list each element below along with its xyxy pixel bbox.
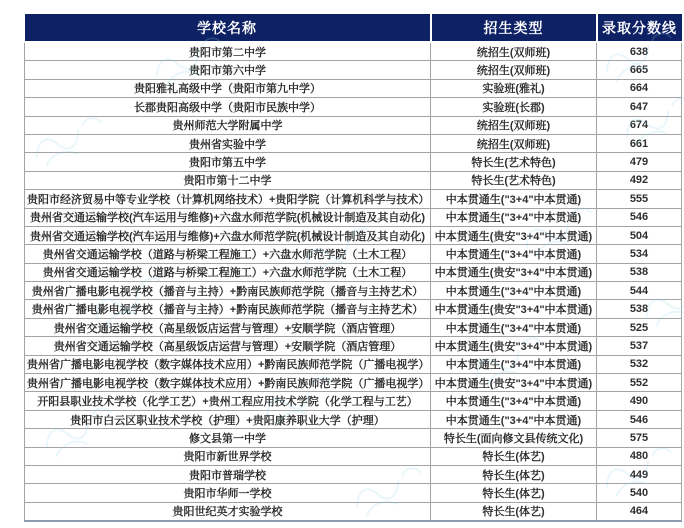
- school-name-cell: 贵州省交通运输学校（高星级饭店运营与管理）+安顺学院（酒店管理）: [25, 318, 431, 336]
- score-cell: 479: [597, 153, 682, 171]
- school-name-cell: 贵阳雅礼高级中学（贵阳市第九中学）: [25, 79, 431, 97]
- table-row: [25, 153, 682, 171]
- table-row: [25, 410, 682, 428]
- score-cell: 638: [597, 42, 682, 61]
- col-header-score-line: 录取分数线: [597, 14, 682, 42]
- table-row: [25, 337, 682, 355]
- enroll-type-cell: 中本贯通生("3+4"中本贯通): [431, 282, 597, 300]
- table-row: [25, 465, 682, 483]
- school-name-cell: 开阳县职业技术学校（化学工艺）+贵州工程应用技术学院（化学工程与工艺）: [25, 392, 431, 410]
- table-row: [25, 190, 682, 208]
- table-row: [25, 245, 682, 263]
- school-name-cell: 贵州省广播电影电视学校（数字媒体技术应用）+黔南民族师范学院（广播电视学）: [25, 355, 431, 373]
- school-name-cell: 贵州省广播电影电视学校（数字媒体技术应用）+黔南民族师范学院（广播电视学）: [25, 374, 431, 392]
- enroll-type-cell: 特长生(体艺): [431, 484, 597, 502]
- enroll-type-cell: 特长生(面向修文县传统文化): [431, 429, 597, 447]
- table-row: [25, 392, 682, 410]
- score-cell: 534: [597, 245, 682, 263]
- enroll-type-cell: 中本贯通生("3+4"中本贯通): [431, 392, 597, 410]
- score-cell: 674: [597, 116, 682, 134]
- school-name-cell: 贵阳市经济贸易中等专业学校（计算机网络技术）+贵阳学院（计算机科学与技术）: [25, 190, 431, 208]
- enroll-type-cell: 中本贯通生("3+4"中本贯通): [431, 208, 597, 226]
- score-cell: 480: [597, 447, 682, 465]
- score-cell: 504: [597, 226, 682, 244]
- score-cell: 538: [597, 263, 682, 281]
- score-cell: 552: [597, 374, 682, 392]
- table-row: [25, 502, 682, 521]
- score-cell: 546: [597, 410, 682, 428]
- school-name-cell: 贵州省广播电影电视学校（播音与主持）+黔南民族师范学院（播音与主持艺术）: [25, 300, 431, 318]
- table-row: [25, 134, 682, 152]
- enroll-type-cell: 特长生(体艺): [431, 465, 597, 483]
- score-cell: 464: [597, 502, 682, 521]
- score-cell: 665: [597, 61, 682, 79]
- col-header-enroll-type: 招生类型: [431, 14, 597, 42]
- school-name-cell: 贵州省交通运输学校（道路与桥梁工程施工）+六盘水师范学院（土木工程）: [25, 245, 431, 263]
- table-row: [25, 282, 682, 300]
- school-name-cell: 贵阳市白云区职业技术学校（护理）+贵阳康养职业大学（护理）: [25, 410, 431, 428]
- enroll-type-cell: 中本贯通生(贵安"3+4"中本贯通): [431, 337, 597, 355]
- table-row: [25, 300, 682, 318]
- enroll-type-cell: 中本贯通生("3+4"中本贯通): [431, 410, 597, 428]
- school-name-cell: 长郡贵阳高级中学（贵阳市民族中学）: [25, 98, 431, 116]
- score-cell: 575: [597, 429, 682, 447]
- score-cell: 492: [597, 171, 682, 189]
- enroll-type-cell: 中本贯通生("3+4"中本贯通): [431, 318, 597, 336]
- enroll-type-cell: 特长生(体艺): [431, 502, 597, 521]
- score-cell: 555: [597, 190, 682, 208]
- school-name-cell: 贵州省交通运输学校（道路与桥梁工程施工）+六盘水师范学院（土木工程）: [25, 263, 431, 281]
- table-row: [25, 116, 682, 134]
- enroll-type-cell: 中本贯通生(贵安"3+4"中本贯通): [431, 300, 597, 318]
- score-cell: 449: [597, 465, 682, 483]
- score-table-body: [25, 42, 682, 521]
- score-cell: 647: [597, 98, 682, 116]
- school-name-cell: 贵阳市第二中学: [25, 42, 431, 61]
- table-row: [25, 355, 682, 373]
- score-cell: 490: [597, 392, 682, 410]
- admission-scores-table: [24, 14, 682, 522]
- score-cell: 664: [597, 79, 682, 97]
- enroll-type-cell: 实验班(长郡): [431, 98, 597, 116]
- table-row: [25, 42, 682, 61]
- school-name-cell: 贵阳市新世界学校: [25, 447, 431, 465]
- table-row: [25, 98, 682, 116]
- score-cell: 661: [597, 134, 682, 152]
- enroll-type-cell: 统招生(双师班): [431, 116, 597, 134]
- score-cell: 532: [597, 355, 682, 373]
- header-row: [25, 14, 682, 42]
- score-cell: 525: [597, 318, 682, 336]
- table-row: [25, 484, 682, 502]
- school-name-cell: 贵阳市第五中学: [25, 153, 431, 171]
- enroll-type-cell: 中本贯通生(贵安"3+4"中本贯通): [431, 263, 597, 281]
- enroll-type-cell: 实验班(雅礼): [431, 79, 597, 97]
- enroll-type-cell: 中本贯通生("3+4"中本贯通): [431, 190, 597, 208]
- score-cell: 540: [597, 484, 682, 502]
- school-name-cell: 修文县第一中学: [25, 429, 431, 447]
- school-name-cell: 贵州省交通运输学校(汽车运用与维修)+六盘水师范学院(机械设计制造及其自动化): [25, 208, 431, 226]
- school-name-cell: 贵州省广播电影电视学校（播音与主持）+黔南民族师范学院（播音与主持艺术）: [25, 282, 431, 300]
- enroll-type-cell: 特长生(体艺): [431, 447, 597, 465]
- school-name-cell: 贵阳世纪英才实验学校: [25, 502, 431, 521]
- table-row: [25, 61, 682, 79]
- table-row: [25, 226, 682, 244]
- table-row: [25, 318, 682, 336]
- enroll-type-cell: 中本贯通生(贵安"3+4"中本贯通): [431, 374, 597, 392]
- school-name-cell: 贵州省实验中学: [25, 134, 431, 152]
- enroll-type-cell: 统招生(双师班): [431, 134, 597, 152]
- school-name-cell: 贵阳市华师一学校: [25, 484, 431, 502]
- enroll-type-cell: 中本贯通生("3+4"中本贯通): [431, 355, 597, 373]
- school-name-cell: 贵州师范大学附属中学: [25, 116, 431, 134]
- score-cell: 546: [597, 208, 682, 226]
- score-cell: 538: [597, 300, 682, 318]
- score-cell: 537: [597, 337, 682, 355]
- school-name-cell: 贵州省交通运输学校(汽车运用与维修)+六盘水师范学院(机械设计制造及其自动化): [25, 226, 431, 244]
- enroll-type-cell: 统招生(双师班): [431, 42, 597, 61]
- school-name-cell: 贵阳市第十二中学: [25, 171, 431, 189]
- table-row: [25, 374, 682, 392]
- score-cell: 544: [597, 282, 682, 300]
- table-row: [25, 263, 682, 281]
- table-row: [25, 429, 682, 447]
- table-row: [25, 79, 682, 97]
- enroll-type-cell: 中本贯通生("3+4"中本贯通): [431, 245, 597, 263]
- school-name-cell: 贵阳市普瑞学校: [25, 465, 431, 483]
- table-row: [25, 208, 682, 226]
- enroll-type-cell: 特长生(艺术特色): [431, 171, 597, 189]
- school-name-cell: 贵州省交通运输学校（高星级饭店运营与管理）+安顺学院（酒店管理）: [25, 337, 431, 355]
- col-header-school-name: 学校名称: [25, 14, 431, 42]
- enroll-type-cell: 统招生(双师班): [431, 61, 597, 79]
- admission-scores-table-container: [24, 14, 682, 522]
- school-name-cell: 贵阳市第六中学: [25, 61, 431, 79]
- table-row: [25, 171, 682, 189]
- table-header: [25, 14, 682, 42]
- enroll-type-cell: 中本贯通生(贵安"3+4"中本贯通): [431, 226, 597, 244]
- enroll-type-cell: 特长生(艺术特色): [431, 153, 597, 171]
- table-row: [25, 447, 682, 465]
